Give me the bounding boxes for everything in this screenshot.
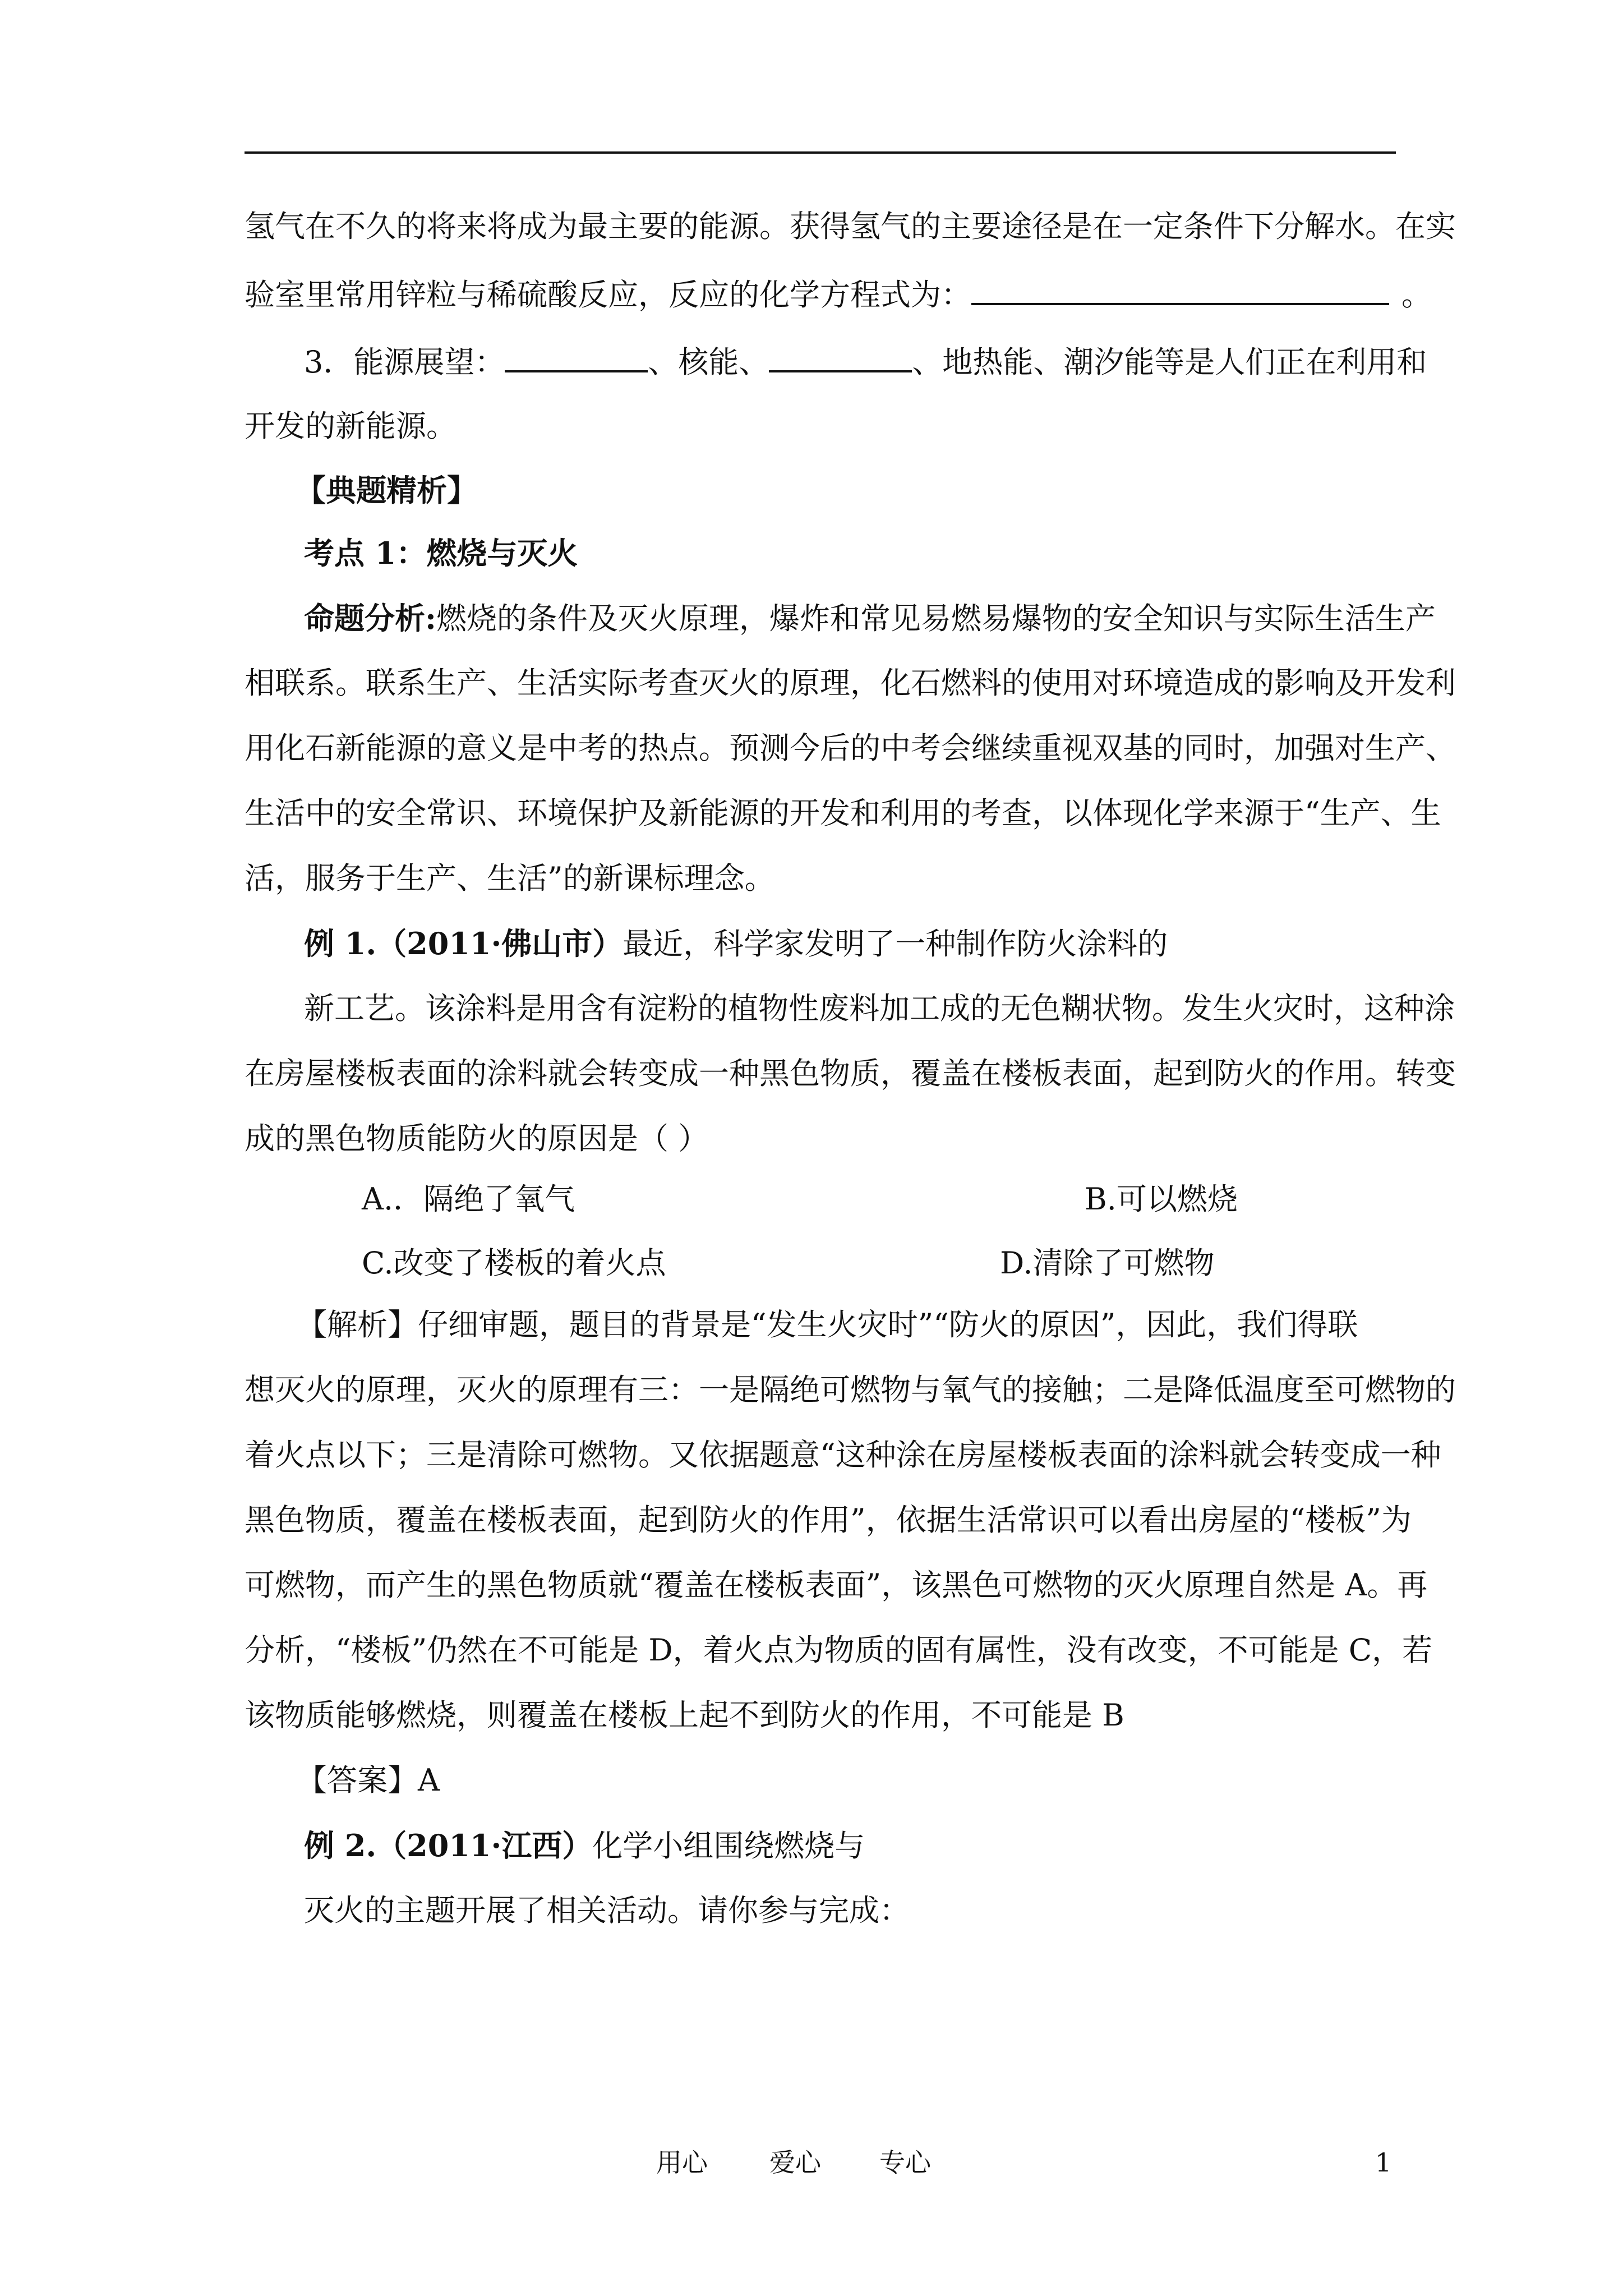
analysis-label: 命题分析:	[304, 600, 436, 636]
example-1-label: 例 1.（2011·佛山市）	[304, 926, 623, 961]
explanation-line: 着火点以下；三是清除可燃物。又依据题意“这种涂在房屋楼板表面的涂料就会转变成一种	[245, 1437, 1441, 1473]
footer-word: 专心	[879, 2147, 931, 2178]
analysis-line: 活，服务于生产、生活”的新课标理念。	[245, 861, 775, 896]
explanation-line: 想灭火的原理，灭火的原理有三：一是隔绝可燃物与氧气的接触；二是降低温度至可燃物的	[245, 1372, 1456, 1407]
footer-word: 用心	[656, 2147, 708, 2178]
analysis-line: 相联系。联系生产、生活实际考查灭火的原理，化石燃料的使用对环境造成的影响及开发利	[245, 665, 1456, 701]
paragraph-line: 验室里常用锌粒与稀硫酸反应，反应的化学方程式为： 。	[245, 274, 1432, 315]
analysis-line: 命题分析:燃烧的条件及灭火原理，爆炸和常见易燃易爆物的安全知识与实际生活生产	[304, 600, 1436, 636]
explanation-line: 该物质能够燃烧，则覆盖在楼板上起不到防火的作用，不可能是 B	[245, 1697, 1124, 1733]
example-1-line: 成的黑色物质能防火的原因是（ ）	[245, 1121, 709, 1156]
page-number: 1	[1375, 2147, 1392, 2178]
paragraph-line: 氢气在不久的将来将成为最主要的能源。获得氢气的主要途径是在一定条件下分解水。在实	[245, 209, 1456, 244]
paragraph-line: 开发的新能源。	[245, 408, 457, 444]
paragraph-line: 3．能源展望： 、核能、 、地热能、潮汐能等是人们正在利用和	[304, 341, 1427, 383]
option-c: C.改变了楼板的着火点	[362, 1245, 666, 1281]
example-2-line: 灭火的主题开展了相关活动。请你参与完成：	[304, 1893, 910, 1928]
option-b: B.可以燃烧	[1085, 1181, 1238, 1217]
fill-in-blank	[505, 341, 648, 372]
analysis-line: 生活中的安全常识、环境保护及新能源的开发和利用的考查，以体现化学来源于“生产、生	[245, 795, 1441, 831]
example-2-label: 例 2.（2011·江西）	[304, 1828, 593, 1864]
footer-word: 爱心	[769, 2147, 821, 2178]
explanation-line: 黑色物质，覆盖在楼板表面，起到防火的作用”，依据生活常识可以看出房屋的“楼板”为	[245, 1502, 1412, 1538]
explanation-line: 【解析】仔细审题，题目的背景是“发生火灾时”“防火的原因”，因此，我们得联	[297, 1307, 1358, 1342]
explanation-line: 分析，“楼板”仍然在不可能是 D，着火点为物质的固有属性，没有改变，不可能是 C，若	[245, 1632, 1433, 1668]
answer-line: 【答案】A	[297, 1763, 440, 1798]
option-a: A.．隔绝了氧气	[362, 1181, 575, 1217]
fill-in-blank	[971, 274, 1389, 305]
example-2-line: 例 2.（2011·江西）化学小组围绕燃烧与	[304, 1828, 865, 1864]
example-1-line: 例 1.（2011·佛山市）最近，科学家发明了一种制作防火涂料的	[304, 926, 1168, 961]
header-rule	[245, 151, 1396, 154]
kaodian-heading: 考点 1：燃烧与灭火	[304, 535, 578, 571]
example-1-line: 在房屋楼板表面的涂料就会转变成一种黑色物质，覆盖在楼板表面，起到防火的作用。转变	[245, 1056, 1456, 1091]
explanation-line: 可燃物，而产生的黑色物质就“覆盖在楼板表面”，该黑色可燃物的灭火原理自然是 A。再	[245, 1567, 1428, 1603]
analysis-line: 用化石新能源的意义是中考的热点。预测今后的中考会继续重视双基的同时，加强对生产、	[245, 730, 1456, 766]
example-1-line: 新工艺。该涂料是用含有淀粉的植物性废料加工成的无色糊状物。发生火灾时，这种涂	[304, 991, 1455, 1026]
fill-in-blank	[769, 341, 912, 372]
option-d: D.清除了可燃物	[1000, 1245, 1215, 1281]
section-title: 【典题精析】	[296, 472, 477, 508]
